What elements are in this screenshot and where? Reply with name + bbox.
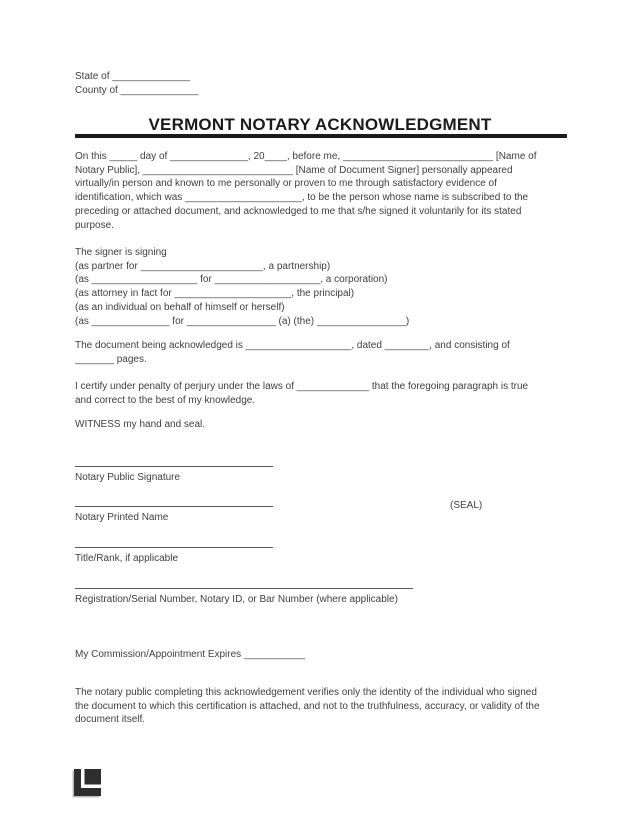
registration-number-field (75, 588, 413, 607)
text-line: Notary Public], ___________________________ [Name of Document Signer] personally appeared (75, 164, 513, 176)
legal-templates-logo-icon (74, 769, 101, 796)
county-of-line: County of ______________ (75, 84, 199, 96)
seal-placeholder: (SEAL) (450, 500, 483, 511)
text-line: the document to which this certification is attached, and not to the truthfulness, accuracy, or validity of the (75, 700, 540, 712)
notary-signature-field (75, 466, 273, 485)
text-line: (as attorney in fact for _____________________, the principal) (75, 288, 355, 300)
signature-field-label: Registration/Serial Number, Notary ID, or Bar Number (where applicable) (75, 594, 398, 605)
title-underline-rule (75, 134, 567, 138)
text-line: On this _____ day of ______________, 20____, before me, ___________________________ [Name of (75, 151, 537, 162)
signature-line (75, 506, 273, 507)
text-line: and correct to the best of my knowledge. (75, 394, 256, 406)
certification-paragraph (75, 380, 528, 407)
text-line: identification, which was _____________________, to be the person whose name is subscribed to the (75, 192, 529, 204)
signature-line (75, 466, 273, 467)
text-line: I certify under penalty of perjury under the laws of _____________ that the foregoing paragraph is true (75, 381, 529, 392)
text-line: virtually/in person and known to me personally or proven to me through satisfactory evidence of (75, 178, 497, 190)
document-statement-paragraph (75, 339, 510, 366)
signature-field-label: Notary Public Signature (75, 472, 181, 483)
text-line: The notary public completing this acknowledgement verifies only the identity of the individual who signed (75, 687, 537, 698)
signature-line (75, 547, 273, 548)
text-line: (as ______________ for ________________ (a) (the) ________________) (75, 315, 410, 327)
page-title: VERMONT NOTARY ACKNOWLEDGMENT (148, 115, 492, 134)
text-line: The document being acknowledged is ___________________, dated ________, and consisting of (75, 340, 510, 351)
intro-paragraph (75, 150, 537, 232)
state-county-block (75, 70, 198, 97)
title-rank-field (75, 547, 273, 566)
state-of-line: State of ______________ (75, 71, 191, 82)
text-line: document itself. (75, 714, 146, 726)
signature-line (75, 588, 413, 589)
commission-expires-line: My Commission/Appointment Expires ___________ (75, 649, 306, 660)
text-line: (as partner for ______________________, a partnership) (75, 260, 331, 272)
text-line: The signer is signing (75, 247, 167, 258)
text-line: (as ___________________ for ___________________, a corporation) (75, 274, 388, 286)
signer-capacity-section (75, 246, 409, 328)
signature-field-label: Notary Printed Name (75, 512, 169, 523)
notary-printed-name-field (75, 506, 273, 525)
text-line: _______ pages. (75, 353, 147, 365)
disclaimer-paragraph (75, 686, 540, 727)
witness-line: WITNESS my hand and seal. (75, 419, 206, 430)
text-line: (as an individual on behalf of himself or herself) (75, 301, 285, 313)
text-line: purpose. (75, 219, 114, 231)
text-line: preceding or attached document, and acknowledged to me that s/he signed it voluntarily for its stated (75, 205, 522, 217)
signature-field-label: Title/Rank, if applicable (75, 553, 179, 564)
